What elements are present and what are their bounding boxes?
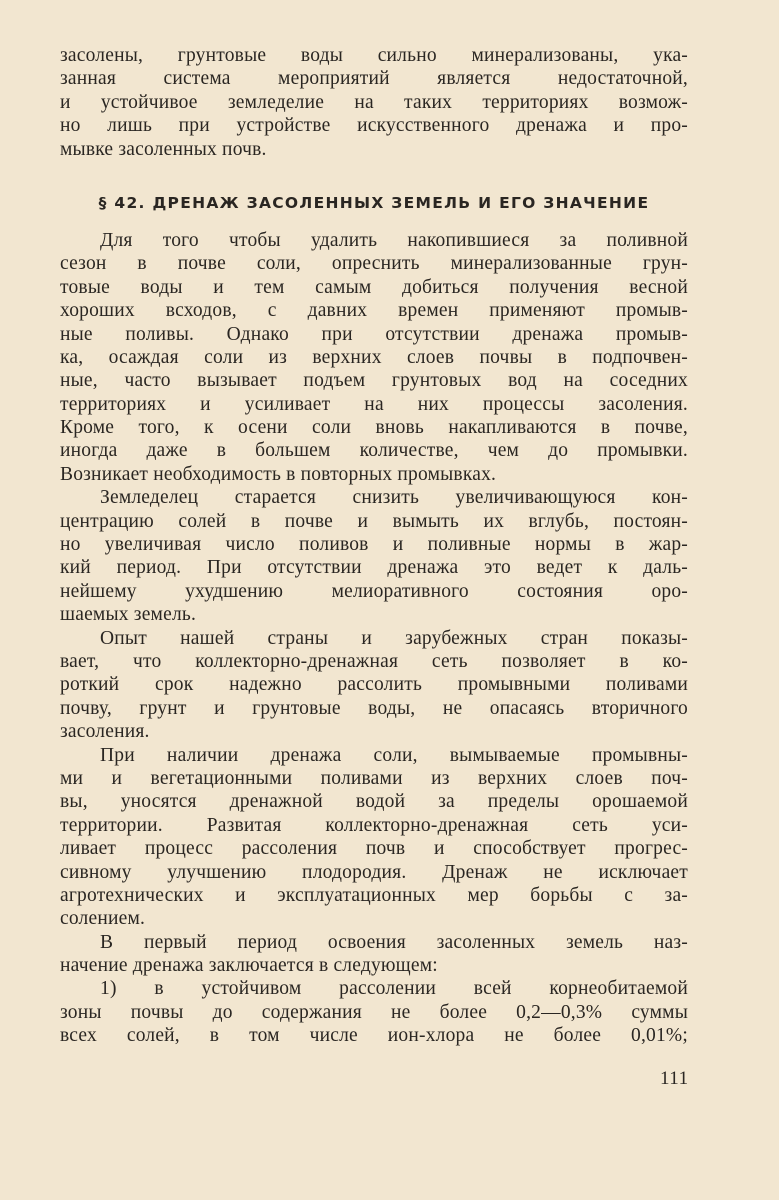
text-line: агротехнических и эксплуатационных мер борьбы с за- <box>60 884 688 906</box>
text-line: При наличии дренажа соли, вымываемые промывны- <box>100 744 688 766</box>
text-line: ка, осаждая соли из верхних слоев почвы в подпочвен- <box>60 346 688 368</box>
text-line: но лишь при устройстве искусственного дренажа и про- <box>60 115 688 137</box>
text-line: солением. <box>60 908 146 930</box>
text-line: но увеличивая число поливов и поливные нормы в жар- <box>60 534 688 556</box>
text-line: Возникает необходимость в повторных промывках. <box>60 463 497 485</box>
text-line: Земледелец старается снизить увеличивающуюся кон- <box>100 487 688 509</box>
text-line: Для того чтобы удалить накопившиеся за поливной <box>100 229 688 251</box>
text-line: мывке засоленных почв. <box>60 138 267 160</box>
text-line: товые воды и тем самым добиться получения весной <box>60 276 688 298</box>
text-line: ми и вегетационными поливами из верхних слоев поч- <box>60 767 688 789</box>
text-line: территории. Развитая коллекторно-дренажная сеть уси- <box>60 814 688 836</box>
text-line: вает, что коллекторно-дренажная сеть позволяет в ко- <box>60 650 688 672</box>
paragraph-4 <box>60 744 688 931</box>
text-line: начение дренажа заключается в следующем: <box>60 955 438 977</box>
text-line: территориях и усиливает на них процессы засоления. <box>60 393 688 415</box>
intro-paragraph <box>60 44 688 161</box>
text-line: сезон в почве соли, опреснить минерализованные грун- <box>60 253 688 275</box>
paragraph-2 <box>60 486 688 626</box>
text-line: занная система мероприятий является недостаточной, <box>60 68 688 90</box>
text-line: иногда даже в большем количестве, чем до промывки. <box>60 440 688 462</box>
text-line: 1) в устойчивом рассолении всей корнеобитаемой <box>100 978 688 1000</box>
text-line: вы, уносятся дренажной водой за пределы орошаемой <box>60 791 688 813</box>
text-line: Опыт нашей страны и зарубежных стран показы- <box>100 627 688 649</box>
text-line: сивному улучшению плодородия. Дренаж не исключает <box>60 861 688 883</box>
paragraph-1 <box>60 229 688 486</box>
text-line: почву, грунт и грунтовые воды, не опасаясь вторичного <box>60 697 688 719</box>
text-line: ные, часто вызывает подъем грунтовых вод на соседних <box>60 370 688 392</box>
text-line: В первый период освоения засоленных земель наз- <box>100 931 688 953</box>
paragraph-5 <box>60 931 688 978</box>
text-line: хороших всходов, с давних времен применяют промыв- <box>60 300 688 322</box>
text-line: нейшему ухудшению мелиоративного состояния оро- <box>60 580 688 602</box>
text-line: Кроме того, к осени соли вновь накапливаются в почве, <box>60 417 688 439</box>
text-line: ливает процесс рассоления почв и способствует прогрес- <box>60 838 688 860</box>
page-number: 111 <box>660 1068 689 1089</box>
page-body <box>60 44 688 1048</box>
text-line: засолены, грунтовые воды сильно минерализованы, ука- <box>60 45 688 66</box>
text-line: роткий срок надежно рассолить промывными поливами <box>60 674 688 696</box>
text-line: кий период. При отсутствии дренажа это ведет к даль- <box>60 557 688 579</box>
text-line: всех солей, в том числе ион-хлора не более 0,01%; <box>60 1025 688 1047</box>
text-line: и устойчивое земледелие на таких территориях возмож- <box>60 91 688 113</box>
text-line: засоления. <box>60 721 150 743</box>
section-heading: § 42. ДРЕНАЖ ЗАСОЛЕННЫХ ЗЕМЕЛЬ И ЕГО ЗНАЧЕНИЕ <box>98 193 650 212</box>
text-line: центрацию солей в почве и вымыть их вглубь, постоян- <box>60 510 688 532</box>
text-line: шаемых земель. <box>60 604 197 626</box>
list-item-1 <box>60 977 688 1047</box>
text-line: ные поливы. Однако при отсутствии дренажа промыв- <box>60 323 688 345</box>
paragraph-3 <box>60 627 688 744</box>
text-line: зоны почвы до содержания не более 0,2—0,3% суммы <box>60 1001 688 1023</box>
